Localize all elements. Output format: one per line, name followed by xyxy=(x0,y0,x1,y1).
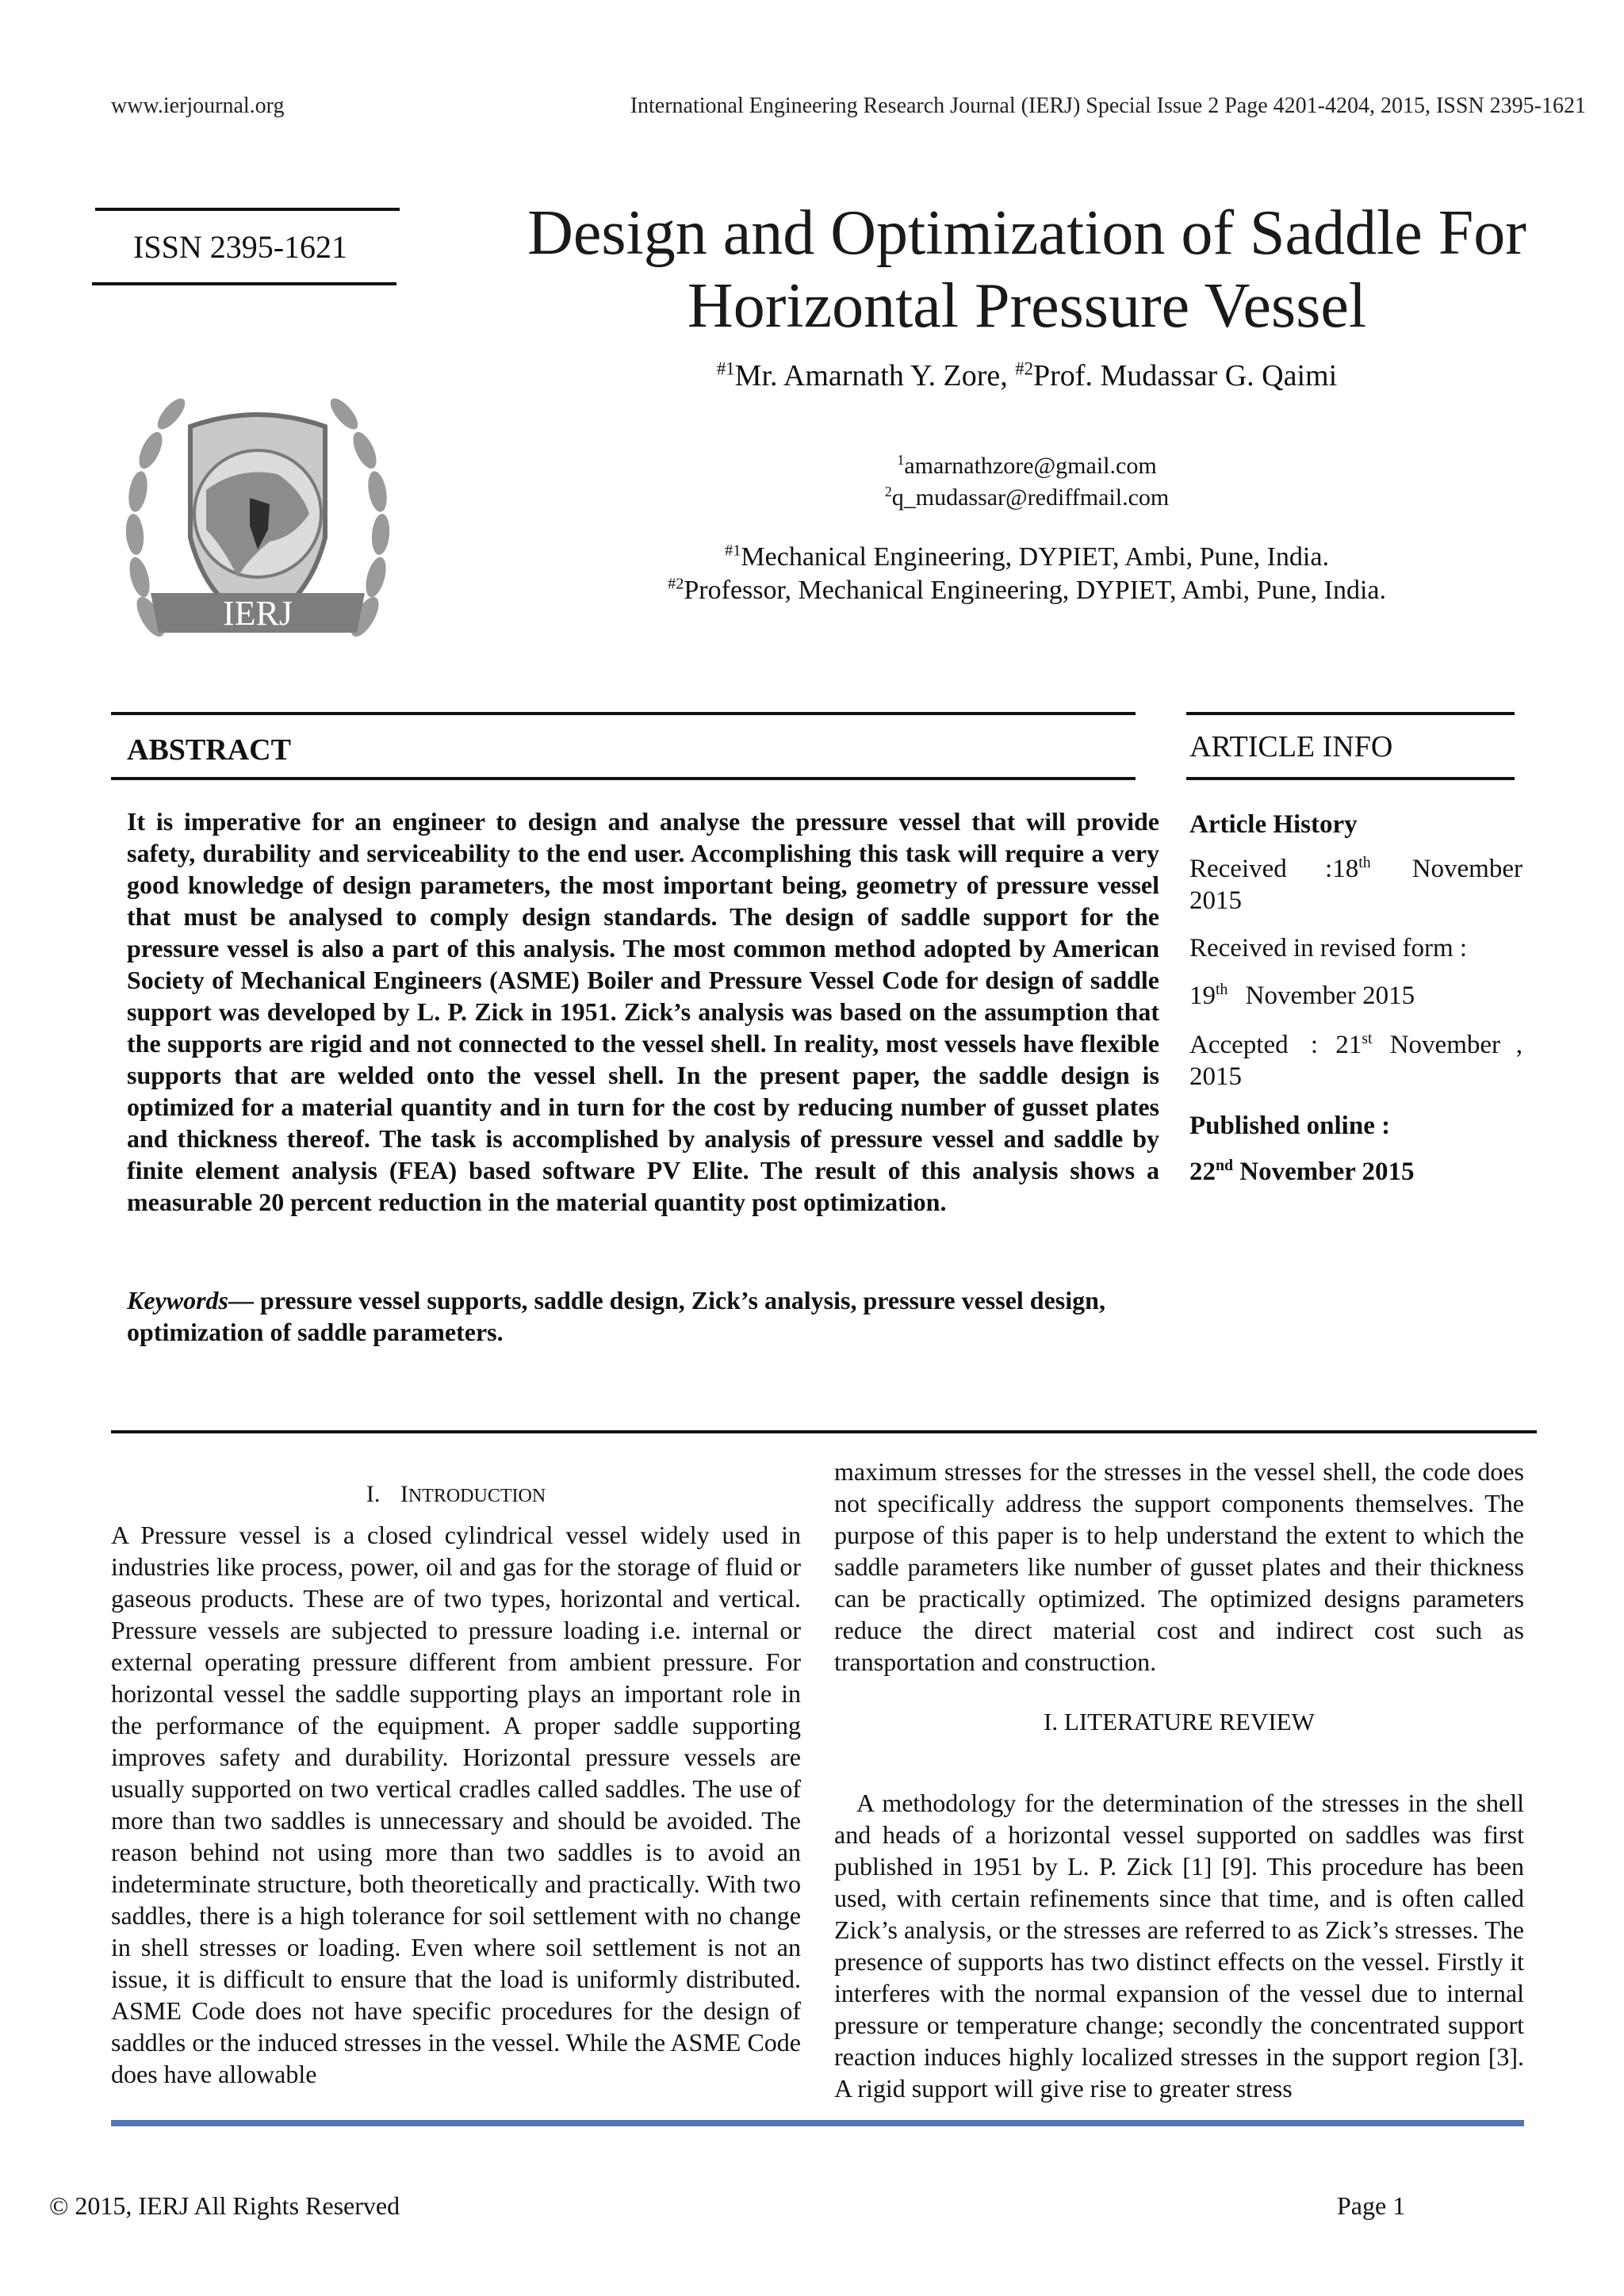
affil-1-mark: #1 xyxy=(725,541,741,560)
received-year: 2015 xyxy=(1189,886,1242,915)
issn-rule-top xyxy=(95,208,400,211)
revised-label: Received in revised form : xyxy=(1189,934,1468,962)
accepted-day: 21 xyxy=(1335,1031,1362,1059)
lit-review-heading: I. LITERATURE REVIEW xyxy=(1044,1708,1315,1735)
info-rule-top xyxy=(1186,712,1515,715)
paper-title: Design and Optimization of Saddle For Horizontal Pressure Vessel xyxy=(527,198,1526,341)
email-1[interactable]: amarnathzore@gmail.com xyxy=(904,453,1157,479)
revised-line xyxy=(1189,980,1522,1012)
footer-copyright: © 2015, IERJ All Rights Reserved xyxy=(49,2191,400,2220)
published-sup: nd xyxy=(1216,1157,1234,1174)
body-rule xyxy=(111,1430,1537,1433)
info-rule-bottom xyxy=(1186,777,1515,780)
lit-review-text: A methodology for the determination of the stresses in the shell and heads of a horizontal vessel supported on saddles was first published in 1951 by L. P. Zick [1] [9]. This procedure has been used, with certain refinements since that time, and is often called Zick’s analysis, or the stresses are referred to as Zick’s stresses. The presence of supports has two distinct effects on the vessel. Firstly it interferes with the normal expansion of the vessel due to internal pressure or temperature change; secondly the concentrated support reaction induces highly localized stresses in the support region [3]. A rigid support will give rise to greater stress xyxy=(834,1789,1524,2103)
logo-label: IERJ xyxy=(223,594,293,633)
accepted-year: 2015 xyxy=(1189,1062,1242,1091)
issn-rule-bottom xyxy=(92,282,396,285)
email-1-mark: 1 xyxy=(897,452,905,468)
abstract-text: It is imperative for an engineer to design and analyse the pressure vessel that will provide safety, durability and serviceability to the end user. Accomplishing this task will require a very good knowledge of design parameters, the most important being, geometry of pressure vessel that must be analysed to comply design standards. The design of saddle support for the pressure vessel is also a part of this analysis. The most common method adopted by American Society of Mechanical Engineers (ASME) Boiler and Pressure Vessel Code for design of saddle support was developed by L. P. Zick in 1951. Zick’s analysis was based on the assumption that the supports are rigid and not connected to the vessel shell. In reality, most vessels have flexible supports that are welded onto the vessel shell. In the present paper, the saddle design is optimized for a material quantity and in turn for the cost by reducing number of gusset plates and thickness thereof. The task is accomplished by analysis of pressure vessel and saddle by finite element analysis (FEA) based software PV Elite. The result of this analysis shows a measurable 20 percent reduction in the material quantity post optimization. xyxy=(127,807,1159,1216)
affil-1: Mechanical Engineering, DYPIET, Ambi, Pune, India. xyxy=(741,542,1329,572)
affiliations xyxy=(523,541,1530,607)
published-line xyxy=(1189,1156,1522,1188)
article-info-heading: ARTICLE INFO xyxy=(1189,730,1393,763)
accepted-sup: st xyxy=(1362,1030,1373,1047)
accepted-month: November xyxy=(1389,1031,1501,1059)
revised-rest: November 2015 xyxy=(1245,982,1415,1010)
intro-heading xyxy=(111,1481,801,1508)
published-rest: November 2015 xyxy=(1239,1158,1415,1186)
received-day: 18 xyxy=(1332,855,1359,883)
accepted-line: Accepted : 21st November , xyxy=(1189,1030,1522,1059)
affil-2-mark: #2 xyxy=(668,575,684,593)
published-label: Published online : xyxy=(1189,1112,1391,1140)
received-line: Received :18th November xyxy=(1189,854,1522,883)
history-label: Article History xyxy=(1189,810,1358,839)
footer-page: Page 1 xyxy=(1337,2191,1406,2220)
intro-number: I. xyxy=(366,1481,381,1507)
keywords-text: — pressure vessel supports, saddle design, Zick’s analysis, pressure vessel design, optimization of saddle parameters. xyxy=(127,1286,1105,1346)
emails xyxy=(523,450,1530,514)
published-day: 22 xyxy=(1189,1158,1216,1186)
received-label: Received xyxy=(1189,855,1287,883)
abstract-rule-bottom xyxy=(111,777,1136,780)
intro-heading-rest: NTRODUCTION xyxy=(408,1486,546,1506)
author-2-mark: #2 xyxy=(1015,358,1034,379)
author-1-mark: #1 xyxy=(716,358,735,379)
email-2[interactable]: q_mudassar@rediffmail.com xyxy=(891,484,1170,511)
ierj-logo xyxy=(119,379,396,656)
authors xyxy=(523,358,1530,393)
keywords-label: Keywords xyxy=(127,1286,228,1314)
received-month: November xyxy=(1411,855,1522,883)
revised-sup: th xyxy=(1216,981,1228,998)
abstract-rule-top xyxy=(111,712,1136,715)
intro-heading-first: I xyxy=(400,1481,408,1507)
keywords xyxy=(127,1284,1110,1348)
footer-rule xyxy=(111,2120,1524,2126)
author-1-name: Mr. Amarnath Y. Zore, xyxy=(734,359,1008,392)
issn-box: ISSN 2395-1621 xyxy=(133,229,348,265)
accepted-label: Accepted xyxy=(1189,1031,1289,1059)
author-2-name: Prof. Mudassar G. Qaimi xyxy=(1033,359,1338,392)
email-2-mark: 2 xyxy=(884,484,892,499)
received-sup: th xyxy=(1358,854,1371,871)
header-website: www.ierjournal.org xyxy=(111,94,285,118)
intro-continuation: maximum stresses for the stresses in the vessel shell, the code does not specifically address the support components themselves. The purpose of this paper is to help understand the extent to which the saddle parameters like number of gusset plates and their thickness can be practically optimized. The optimized designs parameters reduce the direct material cost and indirect cost such as transportation and construction. xyxy=(834,1457,1524,1676)
abstract-heading: ABSTRACT xyxy=(127,733,291,767)
header-journal: International Engineering Research Journal (IERJ) Special Issue 2 Page 4201-4204, 2015, ISSN 2395-1621 xyxy=(630,94,1586,118)
affil-2: Professor, Mechanical Engineering, DYPIET, Ambi, Pune, India. xyxy=(684,576,1386,605)
revised-day: 19 xyxy=(1189,982,1216,1010)
intro-text: A Pressure vessel is a closed cylindrical vessel widely used in industries like process, power, oil and gas for the storage of fluid or gaseous products. These are of two types, horizontal and vertical. Pressure vessels are subjected to pressure loading i.e. internal or external operating pressure different from ambient pressure. For horizontal vessel the saddle supporting plays an important role in the performance of the equipment. A proper saddle supporting improves safety and durability. Horizontal pressure vessels are usually supported on two vertical cradles called saddles. The use of more than two saddles is unnecessary and should be avoided. The reason behind not using more than two saddles is to avoid an indeterminate structure, both theoretically and practically. With two saddles, there is a high tolerance for soil settlement with no change in shell stresses or loading. Even where soil settlement is not an issue, it is difficult to ensure that the load is uniformly distributed. ASME Code does not have specific procedures for the design of saddles or the induced stresses in the vessel. While the ASME Code does have allowable xyxy=(111,1521,801,2088)
